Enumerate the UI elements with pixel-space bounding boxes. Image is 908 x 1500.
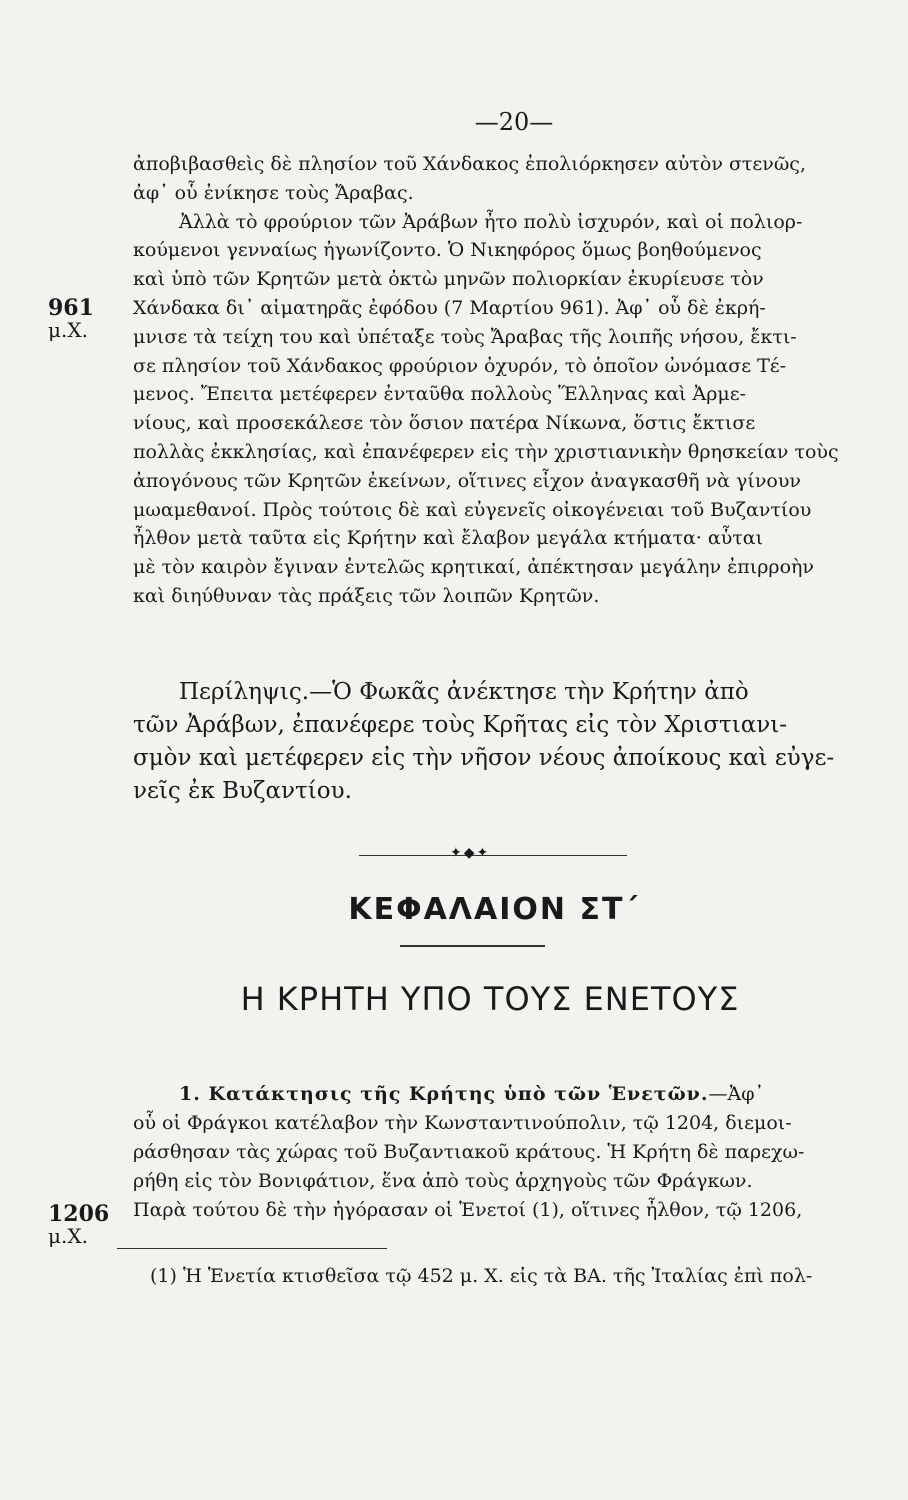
margin-era: μ.Χ. (48, 1224, 88, 1248)
section-lead: 1. Κατάκτησις τῆς Κρήτης ὑπὸ τῶν Ἑνετῶν. (179, 1083, 709, 1105)
text-line: νίους, καὶ προσεκάλεσε τὸν ὅσιον πατέρα Νίκωνα, ὅστις ἔκτισε (133, 412, 756, 435)
text-line: ἀπογόνους τῶν Κρητῶν ἐκείνων, οἵτινες εἶχον ἀναγκασθῆ νὰ γίνουν (133, 469, 801, 492)
text-line: καὶ ὑπὸ τῶν Κρητῶν μετὰ ὀκτὼ μηνῶν πολιορκίαν ἐκυρίευσε τὸν (133, 268, 764, 291)
margin-era: μ.Χ. (48, 318, 88, 342)
chapter-title: Η ΚΡΗΤΗ ΥΠΟ ΤΟΥΣ ΕΝΕΤΟΥΣ (240, 980, 740, 1018)
text-line: μνισε τὰ τείχη του καὶ ὑπέταξε τοὺς Ἄραβας τῆς λοιπῆς νήσου, ἔκτι- (133, 325, 797, 348)
text-line: κούμενοι γενναίως ἠγωνίζοντο. Ὁ Νικηφόρος ὅμως βοηθούμενος (133, 239, 762, 262)
text-line: ράσθησαν τὰς χώρας τοῦ Βυζαντιακοῦ κράτους. Ἡ Κρήτη δὲ παρεχω- (133, 1141, 805, 1163)
margin-date-1206 (48, 1203, 109, 1247)
text-line: πολλὰς ἐκκλησίας, καὶ ἐπανέφερεν εἰς τὴν χριστιανικὴν θρησκείαν τοὺς (133, 440, 839, 463)
summary-line: Περίληψις.—Ὁ Φωκᾶς ἀνέκτησε τὴν Κρήτην ἀπὸ (179, 679, 749, 705)
text-line: μωαμεθανοί. Πρὸς τούτοις δὲ καὶ εὐγενεῖς οἰκογένειαι τοῦ Βυζαντίου (133, 498, 812, 521)
text-line: σε πλησίον τοῦ Χάνδακος φρούριον ὀχυρόν, τὸ ὁποῖον ὠνόμασε Τέ- (133, 354, 787, 377)
text-line: μὲ τὸν καιρὸν ἔγιναν ἐντελῶς κρητικαί, ἀπέκτησαν μεγάλην ἐπιρροὴν (133, 556, 814, 579)
text-line: ἀποβιβασθεὶς δὲ πλησίον τοῦ Χάνδακος ἐπολιόρκησεν αὐτὸν στενῶς, (133, 153, 806, 175)
text-line: Παρὰ τούτου δὲ τὴν ἠγόρασαν οἱ Ἑνετοί (1), οἵτινες ἦλθον, τῷ 1206, (133, 1199, 803, 1221)
chapter-rule (400, 945, 545, 947)
page-number: —20— (474, 108, 554, 136)
footnote (150, 1262, 870, 1290)
footnote-rule (117, 1248, 387, 1249)
ornamental-divider (359, 855, 627, 859)
margin-date-961 (48, 297, 94, 341)
summary-line: νεῖς ἐκ Βυζαντίου. (133, 778, 352, 804)
divider-ornament: ✦◆✦ (450, 845, 491, 861)
text-line: οὗ οἱ Φράγκοι κατέλαβον τὴν Κωνσταντινούπολιν, τῷ 1204, διεμοι- (133, 1112, 792, 1134)
margin-year: 961 (48, 295, 94, 321)
summary-line: τῶν Ἀράβων, ἐπανέφερε τοὺς Κρῆτας εἰς τὸν Χριστιανι- (133, 712, 788, 738)
text-line: Χάνδακα δι᾽ αἱματηρᾶς ἐφόδου (7 Μαρτίου 961). Ἀφ᾽ οὗ δὲ ἐκρή- (133, 296, 766, 319)
text-line: ἦλθον μετὰ ταῦτα εἰς Κρήτην καὶ ἔλαβον μεγάλα κτήματα· αὗται (133, 527, 764, 550)
text-line: ἀφ᾽ οὗ ἐνίκησε τοὺς Ἄραβας. (133, 181, 414, 204)
section-first-line (133, 1080, 853, 1109)
section-paragraph (133, 1080, 853, 1225)
text-line: ρήθη εἰς τὸν Βονιφάτιον, ἕνα ἀπὸ τοὺς ἀρχηγοὺς τῶν Φράγκων. (133, 1170, 753, 1192)
section-lead-rest: —Ἀφ᾽ (708, 1083, 764, 1105)
text-line: μενος. Ἔπειτα μετέφερεν ἐνταῦθα πολλοὺς Ἕλληνας καὶ Ἀρμε- (133, 383, 747, 406)
chapter-heading: ΚΕΦΑΛΑΙΟΝ ΣΤ΄ (348, 892, 640, 927)
paragraph-1 (133, 150, 853, 611)
text-line: καὶ διηύθυναν τὰς πράξεις τῶν λοιπῶν Κρητῶν. (133, 584, 600, 607)
summary-paragraph (133, 676, 853, 808)
footnote-text: (1) Ἡ Ἑνετία κτισθεῖσα τῷ 452 μ. Χ. εἰς τὰ ΒΑ. τῆς Ἰταλίας ἐπὶ πολ- (150, 1265, 813, 1287)
text-line: Ἀλλὰ τὸ φρούριον τῶν Ἀράβων ἦτο πολὺ ἰσχυρόν, καὶ οἱ πολιορ- (179, 210, 803, 233)
margin-year: 1206 (48, 1201, 110, 1227)
summary-line: σμὸν καὶ μετέφερεν εἰς τὴν νῆσον νέους ἀποίκους καὶ εὐγε- (133, 745, 835, 771)
